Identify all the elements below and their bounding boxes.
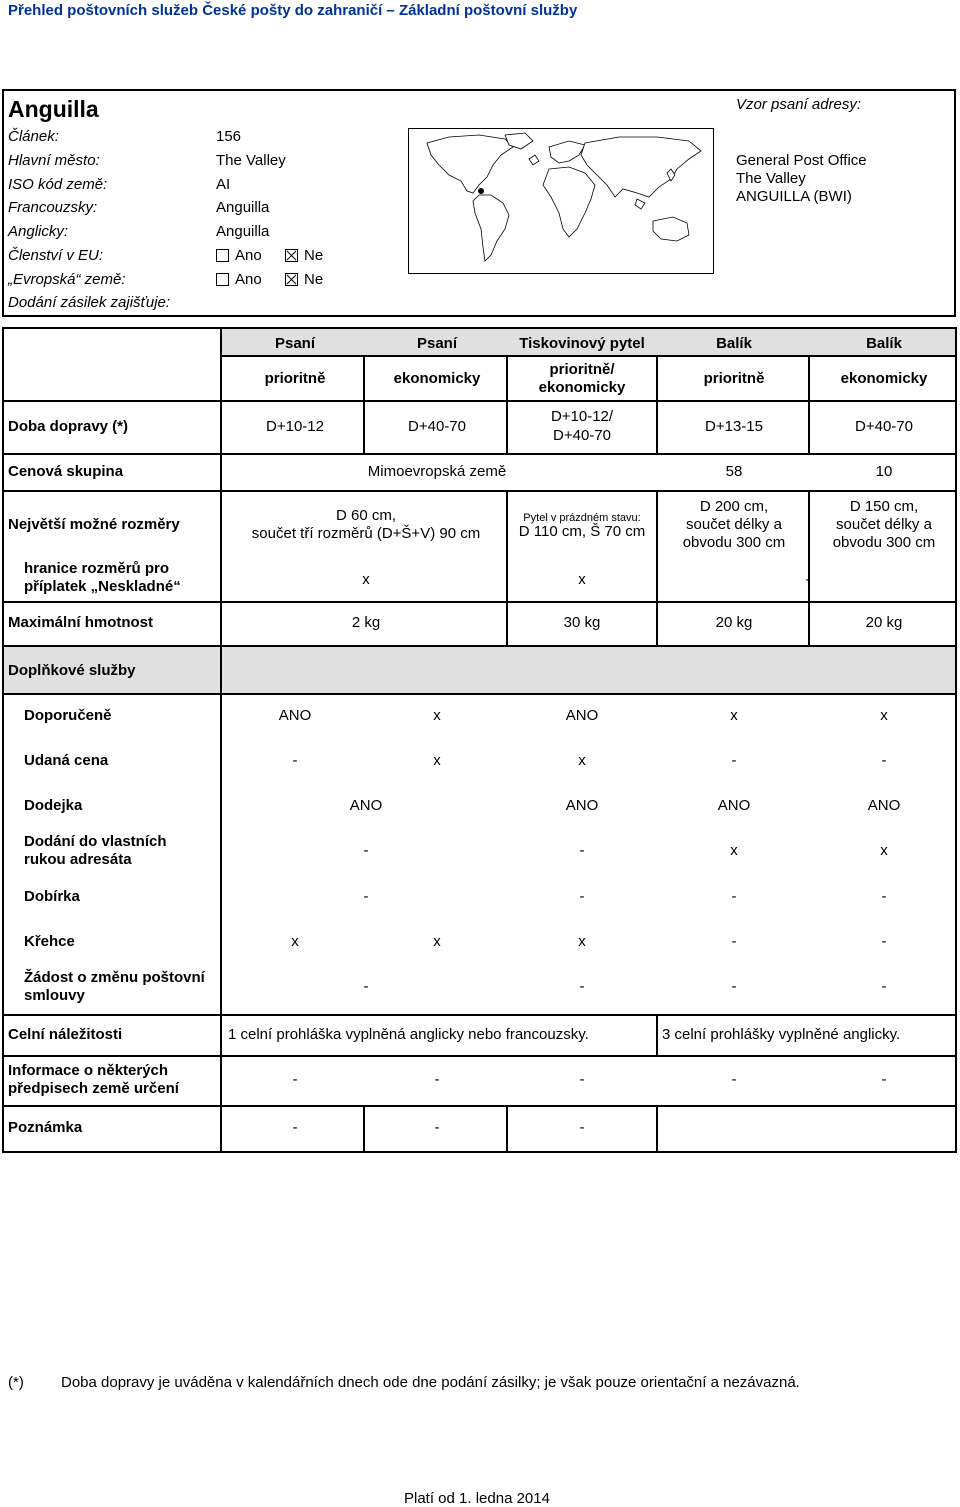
grid-line [4,400,957,402]
service-own-hands-label-1: Dodání do vlastních [24,833,167,850]
service-contract-change-label-1: Žádost o změnu poštovní [24,969,205,986]
price-group-label: Cenová skupina [8,463,124,480]
service-value-c4: - [731,752,737,769]
grid-line [4,453,957,455]
bulky-c4: - [805,571,811,588]
europe-no-label: Ne [304,271,324,288]
grid-line [808,355,810,453]
info-label-iso: ISO kód země: [8,176,108,193]
info-value-english: Anguilla [216,223,270,240]
dimensions-c12b: součet tří rozměrů (D+Š+V) 90 cm [251,525,481,542]
dimensions-c3a: Pytel v prázdném stavu: [523,512,641,524]
col-sub-priority-economy-b: ekonomicky [538,379,626,396]
bulky-label-2: příplatek „Neskladné“ [24,578,181,595]
service-receipt-c3: ANO [565,797,599,814]
grid-line [222,355,957,357]
service-cod-c4: - [731,888,737,905]
eu-yes-checkbox [216,249,229,262]
price-group-c12: Mimoevropská země [367,463,507,480]
info-rules-label-2: předpisech země určení [8,1080,179,1097]
weight-label: Maximální hmotnost [8,614,154,631]
col-sub-priority-1: prioritně [264,370,326,387]
service-cod-c5: - [881,888,887,905]
customs-c123: 1 celní prohláška vyplněná anglicky nebo francouzsky. [228,1026,589,1043]
weight-c3: 30 kg [563,614,601,631]
grid-line [4,1055,957,1057]
info-rules-c1: - [292,1071,298,1088]
europe-yes-label: Ano [235,271,262,288]
info-value-iso: AI [216,176,231,193]
service-contract-change-c3: - [579,978,585,995]
address-line-2: The Valley [736,170,806,187]
service-fragile-c3: x [578,933,586,950]
dimensions-c4b: součet délky a [686,516,782,533]
service-fragile-c4: - [731,933,737,950]
service-registered-c1: ANO [278,707,312,724]
grid-line [363,1105,365,1153]
weight-c12: 2 kg [351,614,381,631]
info-rules-c2: - [434,1071,440,1088]
world-map-icon [409,129,713,273]
address-label: Vzor psaní adresy: [736,96,862,113]
service-own-hands-c5: x [880,842,888,859]
service-registered-c5: x [880,707,888,724]
location-marker [478,188,484,194]
world-map [408,128,714,274]
service-contract-change-c4: - [731,978,737,995]
page-title: Přehled poštovních služeb České pošty do zahraničí – Základní poštovní služby [8,2,578,19]
service-value-label: Udaná cena [24,752,109,769]
service-value-c2: x [433,752,441,769]
transit-c4: D+13-15 [705,418,763,435]
valid-from: Platí od 1. ledna 2014 [404,1490,550,1507]
grid-line [4,1105,957,1107]
service-value-c5: - [881,752,887,769]
service-receipt-c12: ANO [349,797,383,814]
country-name: Anguilla [8,96,99,122]
service-fragile-c2: x [433,933,441,950]
grid-line [656,490,658,647]
dimensions-label: Největší možné rozměry [8,516,180,533]
service-cod-c12: - [363,888,369,905]
europe-no-option [285,271,323,288]
europe-yes-checkbox [216,273,229,286]
transit-c2: D+40-70 [408,418,466,435]
info-rules-c4: - [731,1071,737,1088]
service-value-c3: x [578,752,586,769]
service-receipt-label: Dodejka [24,797,83,814]
col-header-parcel-priority: Balík [716,335,752,352]
bulky-c12: x [362,571,370,588]
price-group-c4: 58 [725,463,743,480]
eu-no-label: Ne [304,247,324,264]
customs-label: Celní náležitosti [8,1026,123,1043]
info-value-french: Anguilla [216,199,270,216]
transit-c3a: D+10-12/ [550,408,614,425]
service-receipt-c5: ANO [867,797,901,814]
dimensions-c12a: D 60 cm, [335,507,397,524]
service-contract-change-c5: - [881,978,887,995]
info-value-article: 156 [216,128,242,145]
dimensions-c5b: součet délky a [836,516,932,533]
delivery-label: Dodání zásilek zajišťuje: [8,294,171,311]
grid-line [220,329,222,1153]
info-label-english: Anglicky: [8,223,69,240]
grid-line [506,490,508,647]
grid-line [4,645,957,647]
address-line-1: General Post Office [736,152,867,169]
price-group-c5: 10 [875,463,893,480]
dimensions-c4c: obvodu 300 cm [682,534,786,551]
service-own-hands-c3: - [579,842,585,859]
info-rules-label-1: Informace o některých [8,1062,169,1079]
eu-yes-label: Ano [235,247,262,264]
weight-c4: 20 kg [715,614,753,631]
grid-line [808,601,810,647]
footnote-mark: (*) [8,1374,24,1391]
service-own-hands-c12: - [363,842,369,859]
grid-line [656,355,658,453]
europe-label: „Evropská“ země: [8,271,126,288]
transit-c5: D+40-70 [855,418,913,435]
transit-label: Doba dopravy (*) [8,418,129,435]
grid-line [4,490,957,492]
note-c3: - [579,1119,585,1136]
service-own-hands-c4: x [730,842,738,859]
grid-line [506,355,508,453]
footnote-text: Doba dopravy je uváděna v kalendářních dnech ode dne podání zásilky; je však pouze orientační a nezávazná. [61,1374,800,1391]
col-sub-economy-5: ekonomicky [840,370,928,387]
service-value-c1: - [292,752,298,769]
service-registered-c4: x [730,707,738,724]
service-registered-c3: ANO [565,707,599,724]
service-contract-change-label-2: smlouvy [24,987,85,1004]
service-own-hands-label-2: rukou adresáta [24,851,132,868]
info-label-french: Francouzsky: [8,199,98,216]
note-c2: - [434,1119,440,1136]
grid-line [656,1105,658,1153]
eu-yes-option [216,247,262,264]
col-sub-priority-economy-a: prioritně/ [549,361,615,378]
address-line-3: ANGUILLA (BWI) [736,188,852,205]
grid-line [4,601,957,603]
service-registered-c2: x [433,707,441,724]
col-header-parcel-economy: Balík [866,335,902,352]
bulky-label-1: hranice rozměrů pro [24,560,170,577]
customs-c45: 3 celní prohlášky vyplněné anglicky. [662,1026,901,1043]
note-c1: - [292,1119,298,1136]
col-header-letter-priority: Psaní [274,335,316,352]
service-fragile-label: Křehce [24,933,75,950]
dimensions-c5c: obvodu 300 cm [832,534,936,551]
europe-no-checkbox-checked [285,273,298,286]
col-sub-priority-4: prioritně [703,370,765,387]
dimensions-c5a: D 150 cm, [849,498,919,515]
transit-c1: D+10-12 [266,418,324,435]
col-sub-economy-2: ekonomicky [393,370,481,387]
service-fragile-c1: x [291,933,299,950]
weight-c5: 20 kg [865,614,903,631]
info-label-capital: Hlavní město: [8,152,100,169]
service-contract-change-c12: - [363,978,369,995]
eu-no-option [285,247,323,264]
note-label: Poznámka [8,1119,83,1136]
info-rules-c3: - [579,1071,585,1088]
grid-line [4,693,957,695]
eu-label: Členství v EU: [8,247,104,264]
grid-line [506,1105,508,1153]
bulky-c3: x [578,571,586,588]
col-header-printed-bag: Tiskovinový pytel [519,335,645,352]
service-registered-label: Doporučeně [24,707,112,724]
dimensions-c4a: D 200 cm, [699,498,769,515]
info-label-article: Článek: [8,128,59,145]
service-cod-c3: - [579,888,585,905]
extra-services-label: Doplňkové služby [8,662,136,679]
grid-line [4,1014,957,1016]
col-header-letter-economy: Psaní [416,335,458,352]
eu-no-checkbox-checked [285,249,298,262]
grid-line [363,355,365,453]
service-fragile-c5: - [881,933,887,950]
grid-line [656,1014,658,1055]
dimensions-c3b: D 110 cm, Š 70 cm [518,523,646,540]
extra-services-shade [4,647,955,693]
info-rules-c5: - [881,1071,887,1088]
transit-c3b: D+40-70 [553,427,611,444]
info-value-capital: The Valley [216,152,286,169]
service-receipt-c4: ANO [717,797,751,814]
service-cod-label: Dobírka [24,888,80,905]
europe-yes-option [216,271,262,288]
